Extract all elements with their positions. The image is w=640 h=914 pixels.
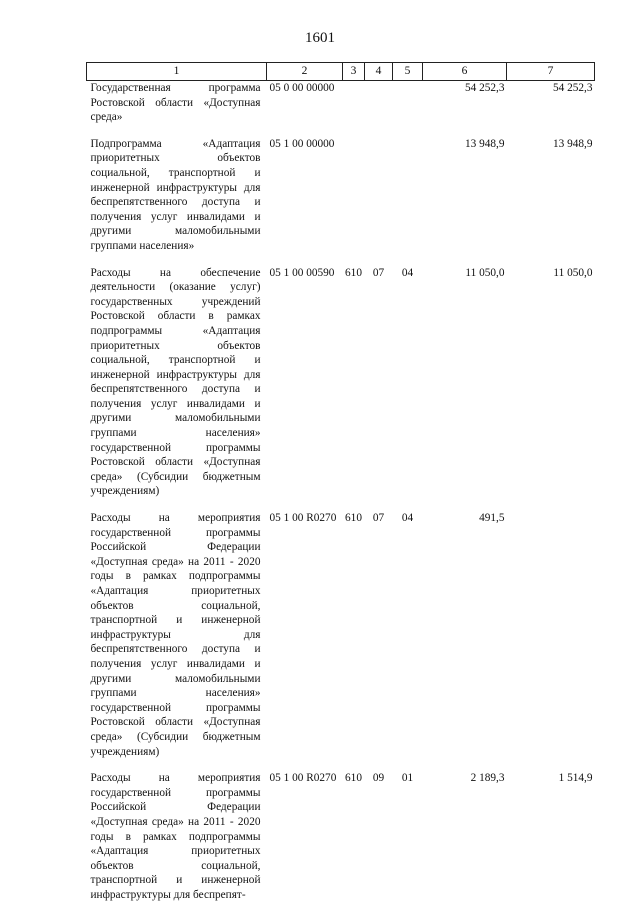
- row-pr: 04: [401, 512, 414, 525]
- row-sum2: [507, 511, 595, 771]
- row-sum2: 54 252,3: [552, 82, 593, 94]
- row-sum1: 2 189,3: [470, 772, 505, 785]
- row-vr: 610: [345, 266, 362, 279]
- row-sum1: 54 252,3: [464, 82, 505, 94]
- table-row: [87, 137, 595, 266]
- table-header-row: [87, 63, 595, 81]
- row-code: 05 1 00 R0270: [269, 512, 337, 525]
- row-rz: 07: [372, 512, 385, 525]
- table-row: [87, 266, 595, 512]
- row-pr: 01: [401, 772, 414, 785]
- column-header-pr: 5: [393, 63, 423, 81]
- row-vr: 610: [345, 512, 362, 525]
- column-header-sum1: 6: [423, 63, 507, 81]
- row-sum2: 1 514,9: [558, 772, 593, 785]
- column-header-rz: 4: [365, 63, 393, 81]
- column-header-vr: 3: [343, 63, 365, 81]
- row-sum2: 11 050,0: [553, 266, 593, 279]
- row-rz: 09: [372, 772, 385, 785]
- row-pr: [393, 137, 423, 266]
- row-rz: [365, 81, 393, 137]
- row-sum1: 11 050,0: [465, 266, 505, 279]
- column-header-code: 2: [267, 63, 343, 81]
- column-header-name: 1: [87, 63, 267, 81]
- table-row: [87, 81, 595, 137]
- page-number: 1601: [305, 30, 335, 46]
- row-pr: [393, 81, 423, 137]
- row-name: Расходы на обеспечение деятельности (оказание услуг) государственных учреждений Ростовской области в рамках подпрограммы «Адаптация приоритетных объектов социальной, транспортной и инженерной инфраструктуры для беспрепятственного доступа и получения услуг инвалидами и другими маломобильными группами населения» государственной программы Ростовской области «Доступная среда» (Субсидии бюджетным учреждениям): [90, 266, 261, 498]
- budget-table: [86, 62, 595, 914]
- table-row: [87, 771, 595, 914]
- row-code: 05 1 00 00590: [269, 266, 335, 279]
- row-sum1: 13 948,9: [464, 137, 505, 150]
- row-code: 05 1 00 R0270: [269, 772, 337, 785]
- row-rz: 07: [372, 266, 385, 279]
- row-name: Расходы на мероприятия государственной программы Российской Федерации «Доступная среда» на 2011 - 2020 годы в рамках подпрограммы «Адаптация приоритетных объектов социальной, транспортной и инженерной инфраструктуры для беспрепятственного доступа и получения услуг инвалидами и другими маломобильными группами населения» государственной программы Ростовской области «Доступная среда» (Субсидии бюджетным учреждениям): [90, 512, 261, 758]
- row-vr: [343, 137, 365, 266]
- row-name: Подпрограмма «Адаптация приоритетных объектов социальной, транспортной и инженерной инфраструктуры для беспрепятственного доступа и получения услуг инвалидами и другими маломобильными группами населения»: [90, 137, 261, 252]
- row-vr: 610: [345, 772, 362, 785]
- row-code: 05 0 00 00000: [269, 82, 335, 94]
- column-header-sum2: 7: [507, 63, 595, 81]
- row-rz: [365, 137, 393, 266]
- row-sum2: 13 948,9: [552, 137, 593, 150]
- row-name: Расходы на мероприятия государственной программы Российской Федерации «Доступная среда» на 2011 - 2020 годы в рамках подпрограммы «Адаптация приоритетных объектов социальной, транспортной и инженерной инфраструктуры для беспрепят-: [90, 772, 261, 901]
- row-code: 05 1 00 00000: [269, 137, 335, 150]
- row-sum1: 491,5: [479, 512, 505, 525]
- row-pr: 04: [401, 266, 414, 279]
- row-vr: [343, 81, 365, 137]
- table-row: [87, 511, 595, 771]
- row-name: Государственная программа Ростовской области «Доступная среда»: [90, 82, 261, 124]
